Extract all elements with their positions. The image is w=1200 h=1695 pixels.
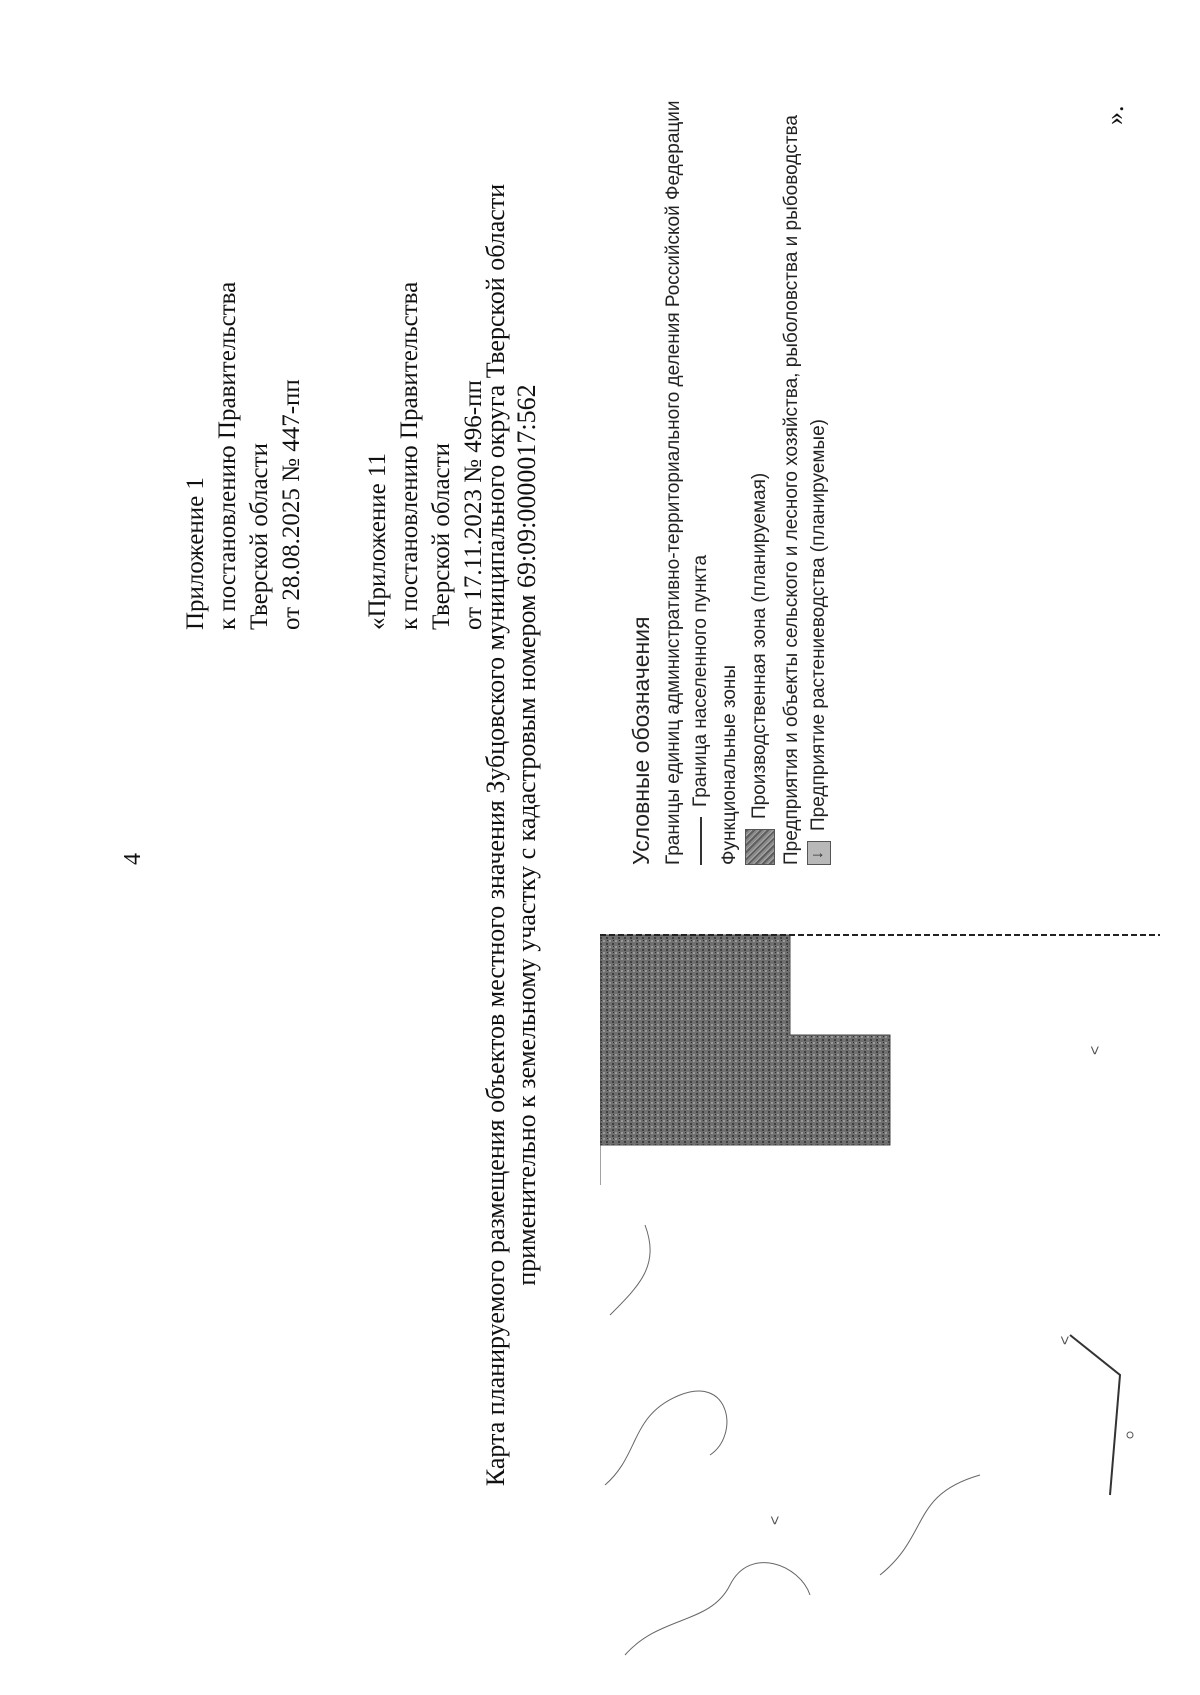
- contour-line-1: [625, 1563, 810, 1655]
- map-mark-1: <: [767, 1515, 784, 1525]
- page-number: 4: [120, 853, 146, 865]
- road-line: [1070, 1335, 1120, 1495]
- production-zone-swatch: [745, 829, 775, 865]
- legend-functional-zones: Функциональные зоны: [719, 664, 740, 865]
- legend: [628, 5, 835, 865]
- production-zone-area: [600, 935, 890, 1185]
- appendix-1-line4: от 28.08.2025 № 447-пп: [278, 379, 305, 630]
- contour-line-4: [880, 1475, 980, 1575]
- map-mark-2: <: [1057, 1335, 1074, 1345]
- closing-quote: ».: [1100, 105, 1129, 125]
- contour-line-3: [610, 1225, 650, 1315]
- map-title: [480, 75, 542, 1595]
- legend-enterprises-section: Предприятия и объекты сельского и лесного хозяйства, рыболовства и рыбоводства: [781, 115, 802, 865]
- legend-settlement-label: Граница населенного пункта: [690, 554, 711, 807]
- legend-row-settlement: [689, 5, 713, 865]
- appendix-1-block: [180, 282, 308, 630]
- settlement-boundary-swatch: [700, 817, 702, 865]
- map-point: [1127, 1432, 1133, 1438]
- appendix-11-line2: к постановлению Правительства: [396, 281, 423, 630]
- map-svg: [600, 875, 1160, 1695]
- legend-row-crop: [807, 5, 831, 865]
- contour-line-2: [605, 1391, 727, 1485]
- legend-admin-boundaries: Границы единиц административно-территориального деления Российской Федерации: [663, 100, 684, 865]
- map-mark-3: <: [1087, 1045, 1104, 1055]
- appendix-1-line1: Приложение 1: [182, 477, 209, 630]
- appendix-11-block: [362, 282, 490, 630]
- appendix-1-line2: к постановлению Правительства: [214, 281, 241, 630]
- map-fragment: [600, 875, 1160, 1695]
- appendix-11-line1: «Приложение 11: [364, 452, 391, 630]
- crop-enterprise-icon: [807, 841, 831, 865]
- legend-crop-label: Предприятие растениеводства (планируемые): [808, 419, 829, 831]
- map-title-line2: применительно к земельному участку с кадастровым номером 69:09:0000017:562: [512, 384, 541, 1286]
- appendix-11-line4: от 17.11.2023 № 496-пп: [460, 380, 487, 630]
- legend-heading: Условные обозначения: [628, 616, 654, 865]
- appendix-1-line3: Тверской области: [246, 443, 273, 630]
- legend-row-production: [745, 5, 775, 865]
- appendix-11-line3: Тверской области: [428, 443, 455, 630]
- map-title-line1: Карта планируемого размещения объектов местного значения Зубцовского муниципального округа Тверской области: [481, 183, 510, 1487]
- legend-production-label: Производственная зона (планируемая): [749, 472, 770, 819]
